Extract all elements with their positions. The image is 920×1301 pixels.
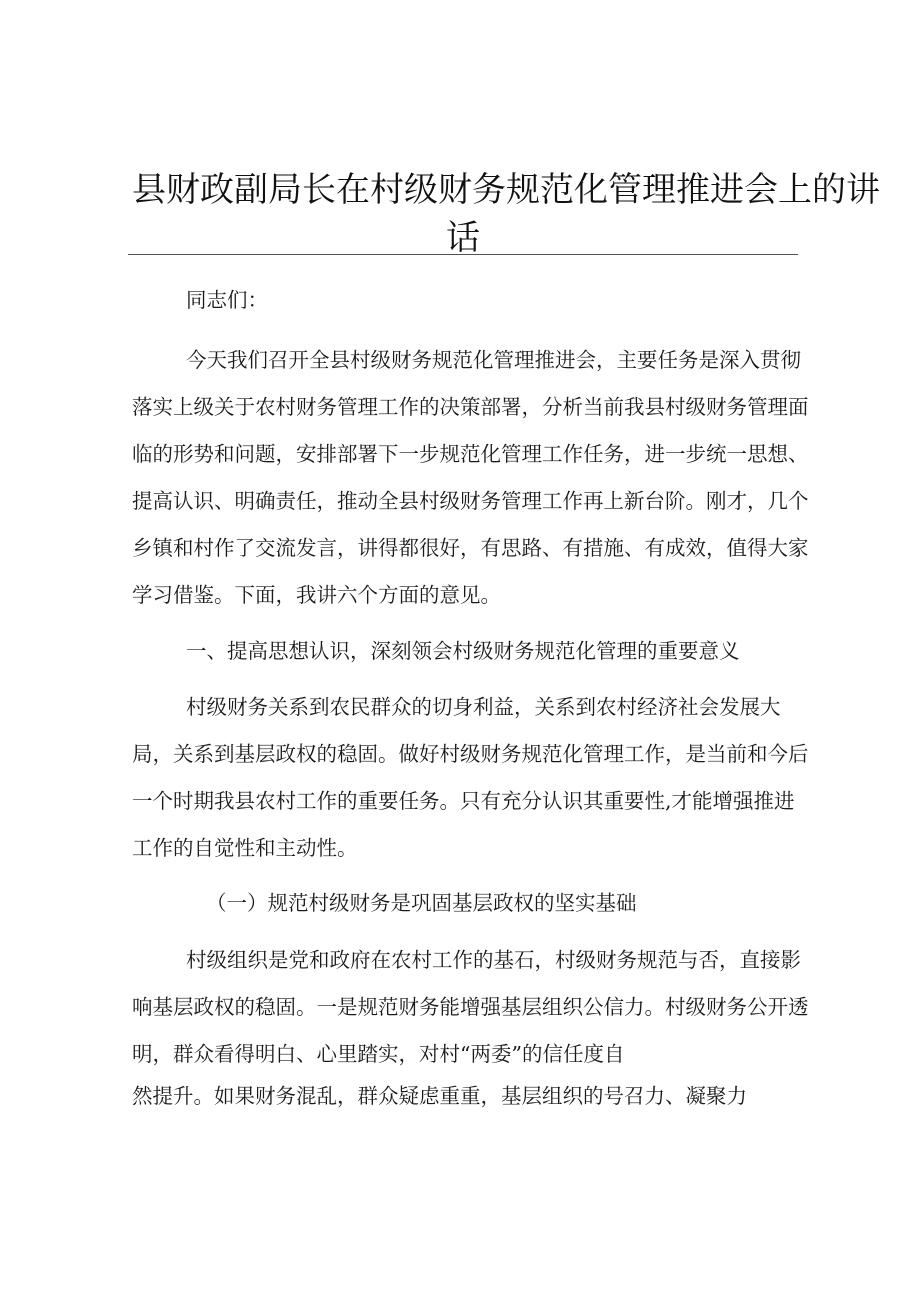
paragraph-2-line-1: 村级财务关系到农民群众的切身利益，关系到农村经济社会发展大 [186,695,781,719]
paragraph-3-line-3: 明，群众看得明白、心里踏实，对村“两委”的信任度自 [132,1042,625,1066]
paragraph-2-line-4: 工作的自觉性和主动性。 [132,836,358,860]
paragraph-3-line-1: 村级组织是党和政府在农村工作的基石，村级财务规范与否，直接影 [186,948,801,972]
paragraph-1-line-3: 临的形势和问题，安排部署下一步规范化管理工作任务，进一步统一思想、 [132,442,809,466]
paragraph-1-line-6: 学习借鉴。下面，我讲六个方面的意见。 [132,583,501,607]
subsection-heading-1: （一）规范村级财务是巩固基层政权的坚实基础 [206,891,637,915]
section-heading-1: 一、提高思想认识，深刻领会村级财务规范化管理的重要意义 [186,639,740,663]
paragraph-2-line-3: 一个时期我县农村工作的重要任务。只有充分认识其重要性,才能增强推进 [132,789,795,813]
title-line-1: 县财政副局长在村级财务规范化管理推进会上的讲 [132,170,880,210]
title-line-2: 话 [446,218,480,258]
title-underline [128,254,798,255]
paragraph-1-line-2: 落实上级关于农村财务管理工作的决策部署，分析当前我县村级财务管理面 [132,395,809,419]
document-title [128,166,880,262]
paragraph-3-line-2: 响基层政权的稳固。一是规范财务能增强基层组织公信力。村级财务公开透 [132,995,809,1019]
paragraph-1-line-4: 提高认识、明确责任，推动全县村级财务管理工作再上新台阶。刚才，几个 [132,489,809,513]
paragraph-2-line-2: 局，关系到基层政权的稳固。做好村级财务规范化管理工作，是当前和今后 [132,742,809,766]
paragraph-1-line-1: 今天我们召开全县村级财务规范化管理推进会，主要任务是深入贯彻 [186,348,801,372]
paragraph-1-line-5: 乡镇和村作了交流发言，讲得都很好，有思路、有措施、有成效，值得大家 [132,536,809,560]
paragraph-3-line-4: 然提升。如果财务混乱，群众疑虑重重，基层组织的号召力、凝聚力 [132,1084,747,1108]
salutation: 同志们： [186,288,268,312]
